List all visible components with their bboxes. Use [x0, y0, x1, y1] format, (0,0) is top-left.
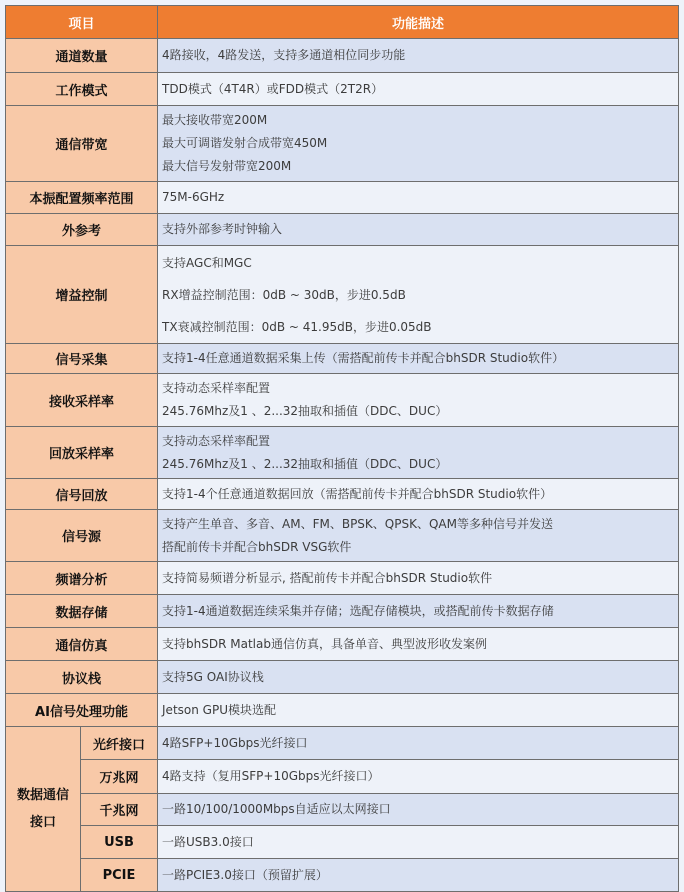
row-description: [158, 73, 679, 106]
desc-line: 最大可调谐发射合成带宽450M: [162, 136, 328, 150]
table-row: [6, 427, 679, 479]
desc-line: TX衰减控制范围：0dB ~ 41.95dB，步进0.05dB: [162, 319, 432, 334]
row-label: 本振配置频率范围: [6, 182, 158, 214]
table-row: [6, 479, 679, 510]
table-row: [6, 628, 679, 661]
table-row: [6, 562, 679, 595]
table-row: [6, 694, 679, 727]
row-description: [158, 246, 679, 344]
desc-line: 一路10/100/1000Mbps自适应以太网接口: [162, 802, 391, 816]
desc-line: 245.76Mhz及1 、2...32抽取和插值（DDC、DUC）: [162, 456, 448, 471]
row-description: [158, 39, 679, 73]
table-row: [6, 106, 679, 182]
row-description: [158, 595, 679, 628]
row-label: 信号回放: [6, 479, 158, 510]
row-description: [158, 562, 679, 595]
desc-line: 支持外部参考时钟输入: [162, 222, 283, 236]
desc-line: 4路接收，4路发送，支持多通道相位同步功能: [162, 48, 406, 62]
row-label: 通信带宽: [6, 106, 158, 182]
row-label: 数据存储: [6, 595, 158, 628]
sub-label: 万兆网: [81, 760, 158, 794]
table-row: [6, 246, 679, 344]
row-label: 工作模式: [6, 73, 158, 106]
desc-line: RX增益控制范围：0dB ~ 30dB，步进0.5dB: [162, 287, 406, 302]
row-description: [158, 510, 679, 562]
row-description: [158, 374, 679, 427]
header-row: [6, 6, 679, 39]
spec-table: [5, 5, 679, 892]
desc-line: 一路PCIE3.0接口（预留扩展）: [162, 867, 328, 882]
row-label: 增益控制: [6, 246, 158, 344]
sub-label: USB: [81, 826, 158, 859]
row-description: [158, 826, 679, 859]
desc-line: 支持bhSDR Matlab通信仿真，具备单音、典型波形收发案例: [162, 636, 487, 651]
table-row: [6, 794, 679, 826]
table-row: [6, 826, 679, 859]
row-label: 协议栈: [6, 661, 158, 694]
row-label: 频谱分析: [6, 562, 158, 595]
row-description: [158, 427, 679, 479]
desc-line: 搭配前传卡并配合bhSDR VSG软件: [162, 539, 352, 554]
desc-line: 75M-6GHz: [162, 190, 225, 204]
table-row: [6, 859, 679, 892]
sub-label: 光纤接口: [81, 727, 158, 760]
row-description: [158, 214, 679, 246]
row-description: [158, 694, 679, 727]
row-label: 接收采样率: [6, 374, 158, 427]
table-row: [6, 661, 679, 694]
table-row: [6, 760, 679, 794]
row-description: [158, 727, 679, 760]
desc-line: TDD模式（4T4R）或FDD模式（2T2R）: [162, 81, 384, 96]
desc-line: 4路支持（复用SFP+10Gbps光纤接口）: [162, 769, 380, 783]
group-label-line: 数据通信: [16, 788, 69, 803]
desc-line: 最大信号发射带宽200M: [162, 159, 292, 173]
group-label: [6, 727, 81, 892]
table-row: [6, 727, 679, 760]
desc-line: 一路USB3.0接口: [162, 834, 254, 849]
header-description: 功能描述: [158, 6, 679, 39]
row-description: [158, 661, 679, 694]
desc-line: 支持AGC和MGC: [162, 255, 252, 270]
desc-line: 支持5G OAI协议栈: [162, 669, 264, 684]
desc-line: 最大接收带宽200M: [162, 113, 268, 127]
table-row: [6, 39, 679, 73]
row-label: 回放采样率: [6, 427, 158, 479]
table-row: [6, 510, 679, 562]
row-description: [158, 794, 679, 826]
row-description: [158, 859, 679, 892]
row-description: [158, 760, 679, 794]
row-description: [158, 628, 679, 661]
row-label: AI信号处理功能: [6, 694, 158, 727]
table-row: [6, 595, 679, 628]
row-description: [158, 106, 679, 182]
sub-label: PCIE: [81, 859, 158, 892]
row-label: 外参考: [6, 214, 158, 246]
table-row: [6, 344, 679, 374]
desc-line: 支持1-4任意通道数据采集上传（需搭配前传卡并配合bhSDR Studio软件）: [162, 351, 565, 365]
row-label: 信号源: [6, 510, 158, 562]
table-row: [6, 214, 679, 246]
desc-line: 支持简易频谱分析显示, 搭配前传卡并配合bhSDR Studio软件: [162, 570, 493, 585]
row-description: [158, 479, 679, 510]
row-label: 信号采集: [6, 344, 158, 374]
desc-line: 支持1-4个任意通道数据回放（需搭配前传卡并配合bhSDR Studio软件）: [162, 486, 553, 501]
row-label: 通道数量: [6, 39, 158, 73]
table-row: [6, 73, 679, 106]
header-item: 项目: [6, 6, 158, 39]
desc-line: 支持产生单音、多音、AM、FM、BPSK、QPSK、QAM等多种信号并发送: [162, 516, 553, 531]
table-row: [6, 374, 679, 427]
row-description: [158, 344, 679, 374]
group-label-line: 接口: [29, 815, 56, 830]
spec-table-frame: [5, 5, 678, 884]
desc-line: 4路SFP+10Gbps光纤接口: [162, 735, 308, 750]
desc-line: Jetson GPU模块选配: [162, 702, 276, 717]
desc-line: 245.76Mhz及1 、2...32抽取和插值（DDC、DUC）: [162, 404, 448, 418]
row-description: [158, 182, 679, 214]
row-label: 通信仿真: [6, 628, 158, 661]
desc-line: 支持1-4通道数据连续采集并存储；选配存储模块，或搭配前传卡数据存储: [162, 603, 554, 618]
desc-line: 支持动态采样率配置: [162, 381, 271, 395]
sub-label: 千兆网: [81, 794, 158, 826]
desc-line: 支持动态采样率配置: [162, 433, 271, 448]
table-row: [6, 182, 679, 214]
